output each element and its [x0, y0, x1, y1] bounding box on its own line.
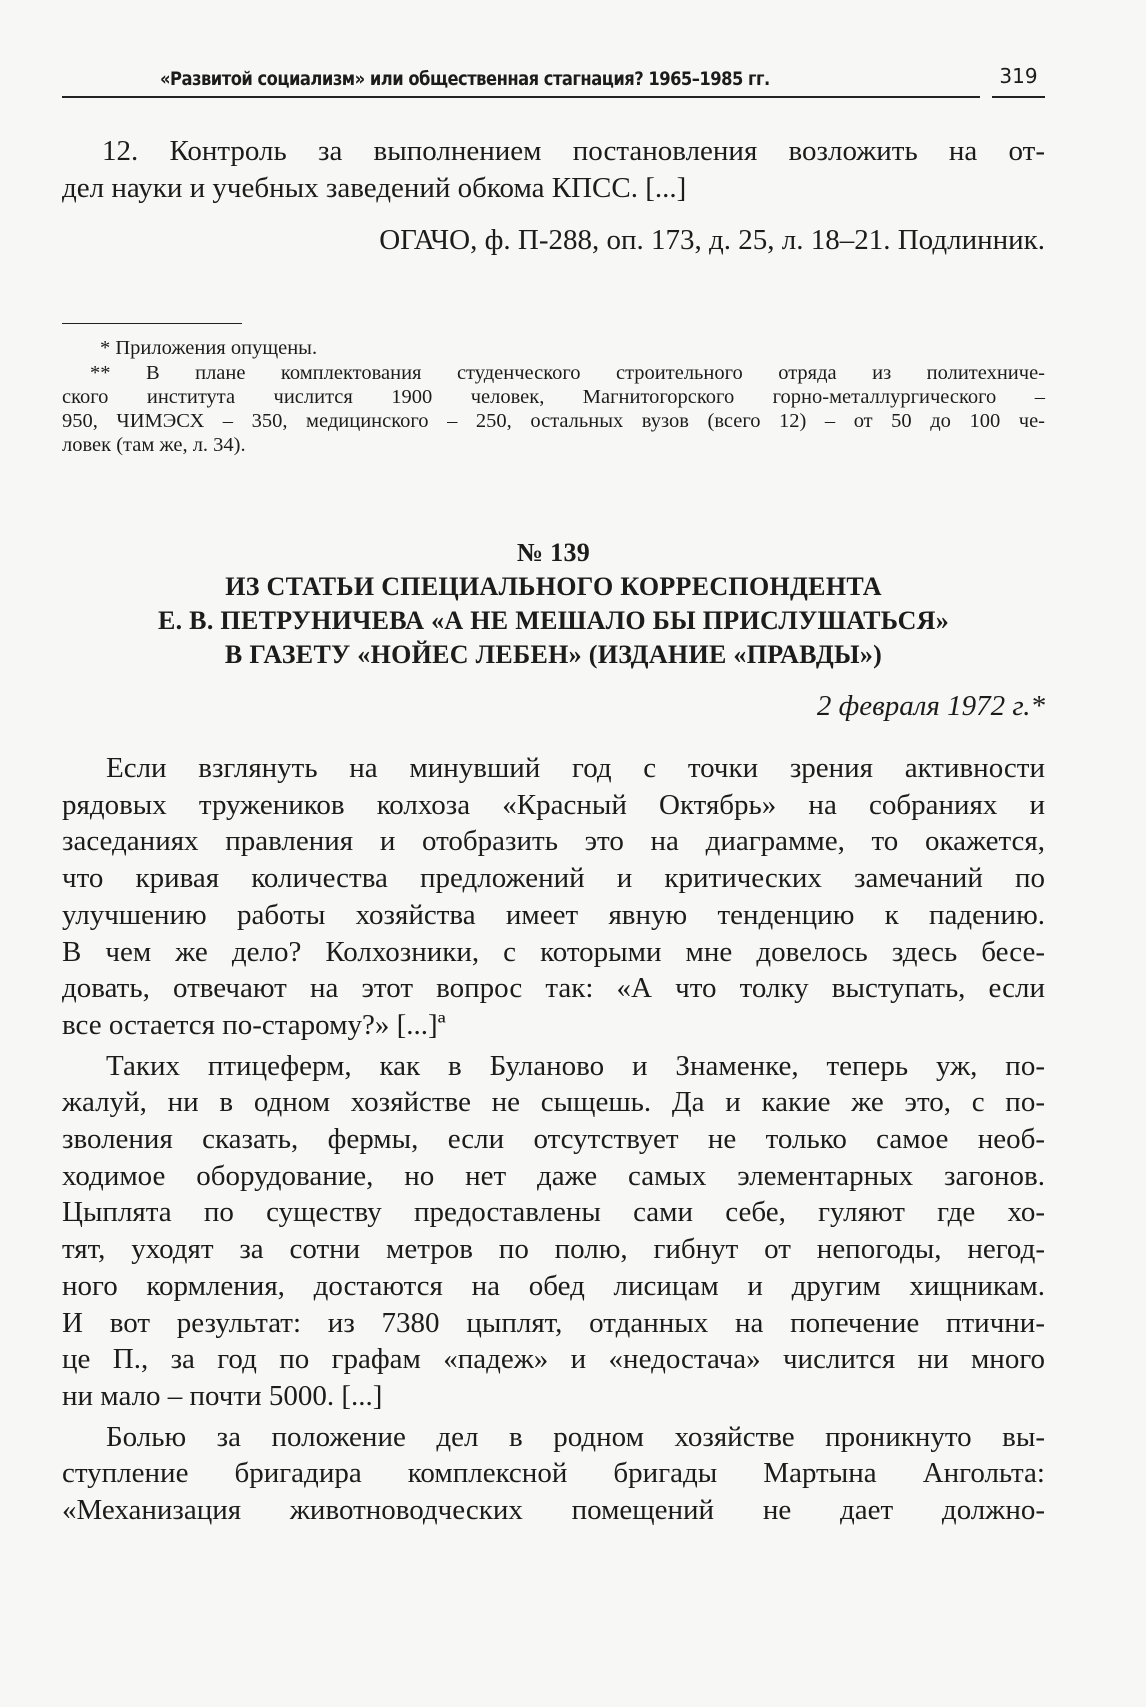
- running-title: «Развитой социализм» или общественная стагнация? 1965–1985 гг.: [160, 68, 770, 90]
- footnote-line: * Приложения опущены.: [100, 337, 318, 359]
- footnote-line: 950, ЧИМЭСХ – 350, медицинского – 250, остальных вузов (всего 12) – от 50 до 100 че-: [62, 410, 1045, 432]
- body-text-line: И вот результат: из 7380 цыплят, отданных на попечение птични-: [62, 1306, 1045, 1339]
- document-date: 2 февраля 1972 г.*: [816, 690, 1045, 722]
- body-text-line: довать, отвечают на этот вопрос так: «А что толку выступать, если: [62, 972, 1045, 1005]
- body-text-line: ступление бригадира комплексной бригады Мартына Ангольта:: [62, 1457, 1045, 1490]
- body-text-line: «Механизация животноводческих помещений не дает должно-: [62, 1494, 1045, 1526]
- body-text-line: тят, уходят за сотни метров по полю, гибнут от непогоды, негод-: [62, 1233, 1045, 1266]
- body-text-line: це П., за год по графам «падеж» и «недостача» числится ни много: [62, 1343, 1045, 1376]
- document-title-line: ИЗ СТАТЬИ СПЕЦИАЛЬНОГО КОРРЕСПОНДЕНТА: [225, 572, 882, 601]
- body-text-line: заседаниях правления и отобразить это на диаграмме, то окажется,: [62, 825, 1045, 858]
- body-text-line: жалуй, ни в одном хозяйстве не сыщешь. Да и какие же это, с по-: [62, 1086, 1045, 1119]
- page-number: 319: [992, 64, 1045, 98]
- body-text-line: что кривая количества предложений и критических замечаний по: [62, 862, 1045, 895]
- body-text-line: Если взглянуть на минувший год с точки зрения активности: [106, 752, 1045, 784]
- body-text-line: улучшению работы хозяйства имеет явную тенденцию к падению.: [62, 898, 1045, 931]
- body-text-line: ного кормления, достаются на обед лисицам и другим хищникам.: [62, 1269, 1045, 1302]
- text-line: дел науки и учебных заведений обкома КПСС. [...]: [62, 172, 687, 204]
- body-text-line: ходимое оборудование, но нет даже самых элементарных загонов.: [62, 1159, 1045, 1192]
- footnote-line: ** В плане комплектования студенческого строительного отряда из политехниче-: [90, 362, 1045, 384]
- footnote-divider: [62, 323, 242, 324]
- running-header: [62, 64, 980, 98]
- body-text-line: рядовых тружеников колхоза «Красный Октябрь» на собраниях и: [62, 788, 1045, 821]
- body-text-line: В чем же дело? Колхозники, с которыми мне довелось здесь бесе-: [62, 935, 1045, 968]
- body-text-line: ни мало – почти 5000. [...]: [62, 1379, 383, 1412]
- document-title-line: В ГАЗЕТУ «НОЙЕС ЛЕБЕН» (ИЗДАНИЕ «ПРАВДЫ»): [224, 640, 883, 669]
- text-line: 12. Контроль за выполнением постановления возложить на от-: [102, 135, 1045, 167]
- document-title-line: Е. В. ПЕТРУНИЧЕВА «А НЕ МЕШАЛО БЫ ПРИСЛУШАТЬСЯ»: [157, 606, 950, 635]
- body-text-line: Болью за положение дел в родном хозяйстве проникнуто вы-: [106, 1420, 1045, 1453]
- body-text-line: Таких птицеферм, как в Буланово и Знаменке, теперь уж, по-: [106, 1049, 1045, 1082]
- source-citation: ОГАЧО, ф. П-288, оп. 173, д. 25, л. 18–21. Подлинник.: [379, 224, 1045, 256]
- document-number: № 139: [516, 538, 591, 567]
- footnote-line: ского института числится 1900 человек, Магнитогорского горно-металлургического –: [62, 386, 1045, 408]
- footnote-line: ловек (там же, л. 34).: [62, 434, 246, 456]
- body-text-line: все остается по-старому?» [...]ª: [62, 1008, 446, 1041]
- body-text-line: Цыплята по существу предоставлены сами себе, гуляют где хо-: [62, 1196, 1045, 1229]
- body-text-line: зволения сказать, фермы, если отсутствует не только самое необ-: [62, 1123, 1045, 1155]
